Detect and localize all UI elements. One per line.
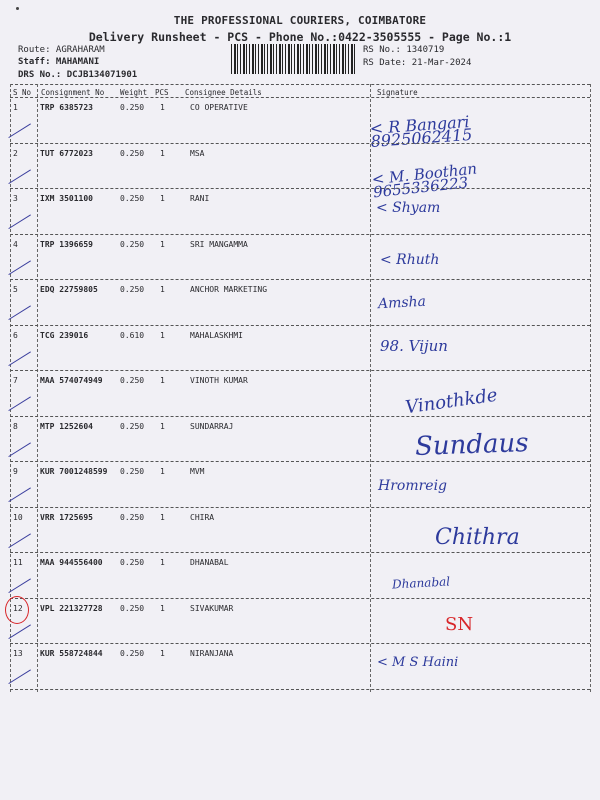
row-separator (10, 370, 590, 371)
col-divider (37, 84, 38, 692)
row-pcs: 1 (160, 649, 165, 658)
row-weight: 0.250 (120, 512, 145, 522)
row-separator (10, 689, 590, 690)
row-signature: Amsha (377, 293, 427, 313)
row-separator (10, 143, 590, 144)
row-sno: 6 (13, 330, 18, 340)
runsheet-title: Delivery Runsheet - PCS - Phone No.:0422-3505555 - Page No.:1 (88, 30, 512, 44)
row-sno: 2 (13, 148, 18, 158)
row-weight: 0.250 (120, 148, 145, 158)
row-sno: 1 (13, 103, 18, 112)
col-header-sno: S No (13, 88, 32, 97)
row-weight: 0.250 (120, 467, 145, 476)
row-weight: 0.250 (120, 558, 145, 567)
red-circle-mark (5, 596, 29, 624)
row-consignee: MSA (190, 148, 205, 158)
row-separator (10, 507, 590, 508)
checkmark-icon (3, 661, 31, 684)
row-consignment-no: IXM 3501100 (40, 194, 93, 203)
col-header-signature: Signature (377, 88, 418, 97)
row-consignee: MAHALASKHMI (190, 330, 243, 340)
rs-date: RS Date: 21-Mar-2024 (363, 58, 472, 68)
checkmark-icon (3, 297, 31, 320)
row-weight: 0.250 (120, 194, 145, 203)
route-label: Route: AGRAHARAM (18, 45, 105, 55)
row-consignment-no: TCG 239016 (40, 330, 89, 340)
row-consignee: SRI MANGAMMA (190, 239, 248, 249)
row-pcs: 1 (160, 558, 165, 567)
row-consignee: SUNDARRAJ (190, 421, 234, 431)
row-signature: Chithra (435, 524, 520, 550)
company-name: THE PROFESSIONAL COURIERS, COIMBATORE (173, 14, 427, 27)
row-consignment-no: EDQ 22759805 (40, 285, 98, 294)
row-sno: 9 (13, 467, 18, 476)
row-weight: 0.250 (120, 421, 145, 431)
staff-label: Staff: MAHAMANI (18, 57, 100, 67)
row-weight: 0.250 (120, 239, 145, 249)
row-pcs: 1 (160, 285, 165, 294)
checkmark-icon (3, 206, 31, 229)
col-header-weight: Weight (120, 88, 148, 97)
row-sno: 3 (13, 194, 18, 203)
barcode (231, 44, 356, 74)
checkmark-icon (3, 388, 31, 411)
checkmark-icon (3, 251, 31, 274)
row-signature: Sundaus (414, 427, 530, 462)
row-sno: 12 (13, 603, 23, 613)
row-consignee: CHIRA (190, 512, 215, 522)
row-sno: 5 (13, 285, 18, 294)
drs-number: DRS No.: DCJB134071901 (18, 70, 138, 80)
row-pcs: 1 (160, 194, 165, 203)
col-header-consignee: Consignee Details (185, 88, 262, 97)
col-header-pcs: PCS (155, 88, 169, 97)
row-weight: 0.250 (120, 285, 145, 294)
row-separator (10, 279, 590, 280)
row-weight: 0.610 (120, 330, 145, 340)
row-signature: < Rhuth (380, 251, 440, 268)
rs-number: RS No.: 1340719 (363, 45, 445, 55)
row-sno: 7 (13, 376, 18, 385)
checkmark-icon (3, 342, 31, 365)
punch-dot (16, 7, 19, 10)
row-signature: Dhanabal (391, 574, 451, 592)
row-consignment-no: MTP 1252604 (40, 421, 93, 431)
row-pcs: 1 (160, 467, 165, 476)
row-consignment-no: MAA 574074949 (40, 376, 103, 385)
checkmark-icon (3, 524, 31, 547)
col-divider (590, 84, 591, 692)
row-separator (10, 461, 590, 462)
checkmark-icon (3, 479, 31, 502)
row-pcs: 1 (160, 239, 165, 249)
row-pcs: 1 (160, 603, 165, 613)
checkmark-icon (3, 433, 31, 456)
row-consignee: ANCHOR MARKETING (190, 285, 268, 294)
row-weight: 0.250 (120, 103, 145, 112)
row-consignee: VINOTH KUMAR (190, 376, 248, 385)
row-consignment-no: KUR 558724844 (40, 649, 103, 658)
col-header-consignment: Consignment No (41, 88, 105, 97)
row-pcs: 1 (160, 421, 165, 431)
row-consignee: NIRANJANA (190, 649, 234, 658)
checkmark-icon (3, 570, 31, 593)
row-weight: 0.250 (120, 649, 145, 658)
row-signature: Hromreig (378, 478, 448, 494)
row-sno: 13 (13, 649, 23, 658)
row-pcs: 1 (160, 376, 165, 385)
row-sno: 8 (13, 421, 18, 431)
row-consignment-no: KUR 7001248599 (40, 467, 108, 476)
row-signature: SN (445, 613, 474, 635)
row-pcs: 1 (160, 330, 165, 340)
row-consignment-no: VPL 221327728 (40, 603, 103, 613)
row-signature: < R Bangari 8925062415 (369, 112, 473, 151)
row-signature: < M. Boothan 9655336223 (370, 159, 478, 201)
row-consignee: SIVAKUMAR (190, 603, 234, 613)
row-pcs: 1 (160, 103, 165, 112)
checkmark-icon (3, 160, 31, 183)
row-pcs: 1 (160, 148, 165, 158)
row-separator (10, 643, 590, 644)
row-pcs: 1 (160, 512, 165, 522)
row-separator (10, 598, 590, 599)
row-separator (10, 234, 590, 235)
row-separator (10, 552, 590, 553)
row-consignment-no: TUT 6772023 (40, 148, 93, 158)
row-weight: 0.250 (120, 376, 145, 385)
row-consignment-no: VRR 1725695 (40, 512, 93, 522)
row-signature: < Shyam (376, 200, 441, 216)
row-weight: 0.250 (120, 603, 145, 613)
table-top-rule (10, 84, 590, 85)
row-consignment-no: TRP 1396659 (40, 239, 93, 249)
checkmark-icon (3, 115, 31, 138)
row-sno: 4 (13, 239, 18, 249)
row-signature: Vinothkde (403, 384, 499, 419)
row-consignee: CO OPERATIVE (190, 103, 248, 112)
row-signature: 98. Vijun (380, 336, 448, 355)
row-consignee: RANI (190, 194, 210, 203)
row-consignment-no: MAA 944556400 (40, 558, 103, 567)
row-sno: 11 (13, 558, 23, 567)
row-consignee: DHANABAL (190, 558, 229, 567)
row-signature: < M S Haini (377, 655, 459, 670)
row-separator (10, 416, 590, 417)
row-consignee: MVM (190, 467, 205, 476)
header-rule (10, 97, 590, 98)
row-consignment-no: TRP 6385723 (40, 103, 93, 112)
row-separator (10, 325, 590, 326)
row-separator (10, 188, 590, 189)
row-sno: 10 (13, 512, 23, 522)
